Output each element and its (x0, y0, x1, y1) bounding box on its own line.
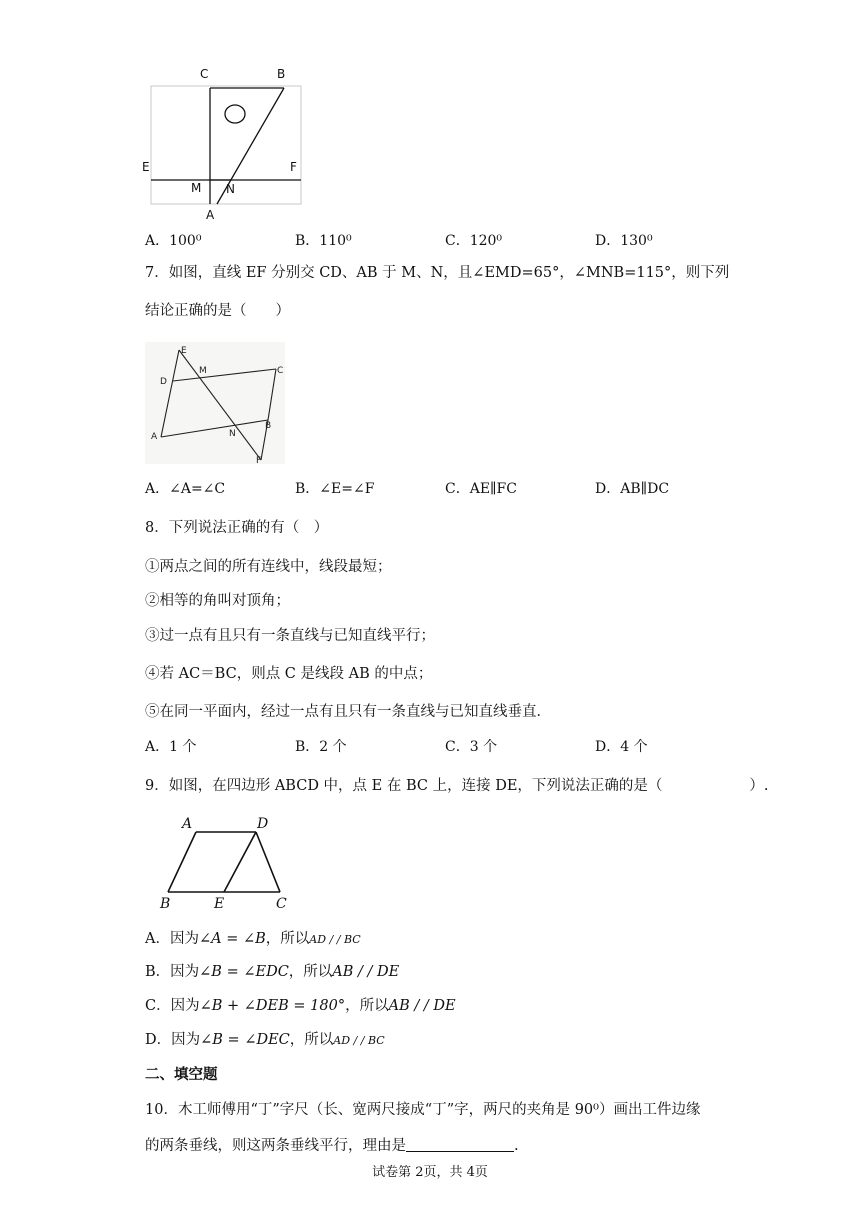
q8-statement-4: ④若 AC＝BC，则点 C 是线段 AB 的中点； (145, 666, 433, 682)
label-d: D (160, 377, 167, 387)
q10-stem-line2 (145, 1137, 519, 1155)
page-footer: 试卷第 2页，共 4页 (372, 1165, 488, 1180)
label-e: E (181, 346, 187, 356)
q10-stem-line1: 10．木工师傅用“丁”字尺（长、宽两尺接成“丁”字，两尺的夹角是 90⁰）画出工件边缘 (145, 1102, 701, 1118)
label-a: A (151, 432, 158, 442)
q8-option-c[interactable]: C．3 个 (445, 739, 498, 755)
q7-stem-line2: 结论正确的是（ ） (145, 303, 290, 319)
section-title-fill-in: 二、填空题 (145, 1066, 218, 1083)
q9-option-b[interactable] (145, 963, 399, 981)
q9-option-c-prefix: C．因为 (145, 998, 200, 1014)
q9-option-b-mid: ，所以 (288, 964, 333, 980)
q8-statement-5: ⑤在同一平面内，经过一点有且只有一条直线与已知直线垂直． (145, 704, 551, 720)
q9-option-b-conclusion: AB / / DE (332, 964, 400, 980)
label-c: C (276, 896, 287, 912)
q7-stem-line1: 7．如图，直线 EF 分别交 CD、AB 于 M、N，且∠EMD=65°，∠MNB=115°，则下列 (145, 265, 730, 281)
label-a: A (206, 208, 215, 222)
q9-option-d-condition: ∠B = ∠DEC (200, 1032, 290, 1048)
q9-option-d-conclusion: AD / / BC (333, 1034, 385, 1047)
label-n: N (226, 182, 235, 196)
q7-option-b[interactable]: B．∠E=∠F (295, 481, 375, 497)
label-e: E (214, 896, 225, 912)
q9-option-a[interactable] (145, 930, 361, 949)
q9-option-a-mid: ，所以 (265, 931, 310, 947)
q10-stem-end: . (514, 1138, 519, 1154)
label-a: A (182, 816, 193, 832)
q9-option-c-conclusion: AB / / DE (388, 998, 456, 1014)
q9-option-c[interactable] (145, 997, 456, 1015)
q9-option-a-prefix: A．因为 (145, 931, 199, 947)
label-f: F (290, 160, 297, 174)
hole-circle (225, 105, 245, 123)
q6-option-d[interactable]: D．130⁰ (595, 233, 653, 249)
q8-statement-1: ①两点之间的所有连线中，线段最短； (145, 559, 392, 575)
label-n: N (229, 429, 236, 439)
figure-q7 (143, 340, 288, 468)
label-f: F (256, 456, 262, 466)
q8-stem: 8．下列说法正确的有（ ） (145, 520, 329, 536)
label-m: M (191, 181, 202, 195)
label-e: E (142, 160, 150, 174)
q9-option-a-conclusion: AD / / BC (309, 933, 361, 946)
label-d: D (257, 816, 269, 832)
label-b: B (265, 421, 272, 431)
q10-stem-text: 的两条垂线，则这两条垂线平行，理由是 (145, 1138, 406, 1154)
q9-option-b-condition: ∠B = ∠EDC (199, 964, 289, 980)
label-b: B (277, 67, 286, 81)
figure-q6 (140, 62, 310, 224)
q9-option-a-condition: ∠A = ∠B (198, 931, 266, 947)
q8-option-d[interactable]: D．4 个 (595, 739, 648, 755)
q7-option-c[interactable]: C．AE∥FC (445, 481, 517, 497)
q9-option-c-mid: ，所以 (345, 998, 389, 1014)
label-b: B (160, 896, 171, 912)
q8-statement-3: ③过一点有且只有一条直线与已知直线平行； (145, 628, 435, 644)
q7-option-a[interactable]: A．∠A=∠C (145, 481, 226, 497)
figure-q9 (152, 812, 302, 912)
label-c: C (277, 366, 284, 376)
label-c: C (200, 67, 209, 81)
q6-option-c[interactable]: C．120⁰ (445, 233, 503, 249)
q8-option-a[interactable]: A．1 个 (145, 739, 197, 755)
q9-option-d[interactable] (145, 1031, 385, 1050)
q9-option-d-prefix: D．因为 (145, 1032, 201, 1048)
q10-answer-blank[interactable] (406, 1137, 514, 1152)
q7-option-d[interactable]: D．AB∥DC (595, 481, 670, 497)
q9-stem: 9．如图，在四边形 ABCD 中，点 E 在 BC 上，连接 DE，下列说法正确的是（ ）. (145, 778, 769, 794)
q8-statement-2: ②相等的角叫对顶角； (145, 593, 290, 609)
q9-option-d-mid: ，所以 (289, 1032, 334, 1048)
q8-option-b[interactable]: B．2 个 (295, 739, 347, 755)
q6-option-a[interactable]: A．100⁰ (145, 233, 202, 249)
q9-option-c-condition: ∠B + ∠DEB = 180° (199, 998, 346, 1014)
label-m: M (199, 366, 207, 376)
q6-option-b[interactable]: B．110⁰ (295, 233, 352, 249)
q9-option-b-prefix: B．因为 (145, 964, 200, 980)
